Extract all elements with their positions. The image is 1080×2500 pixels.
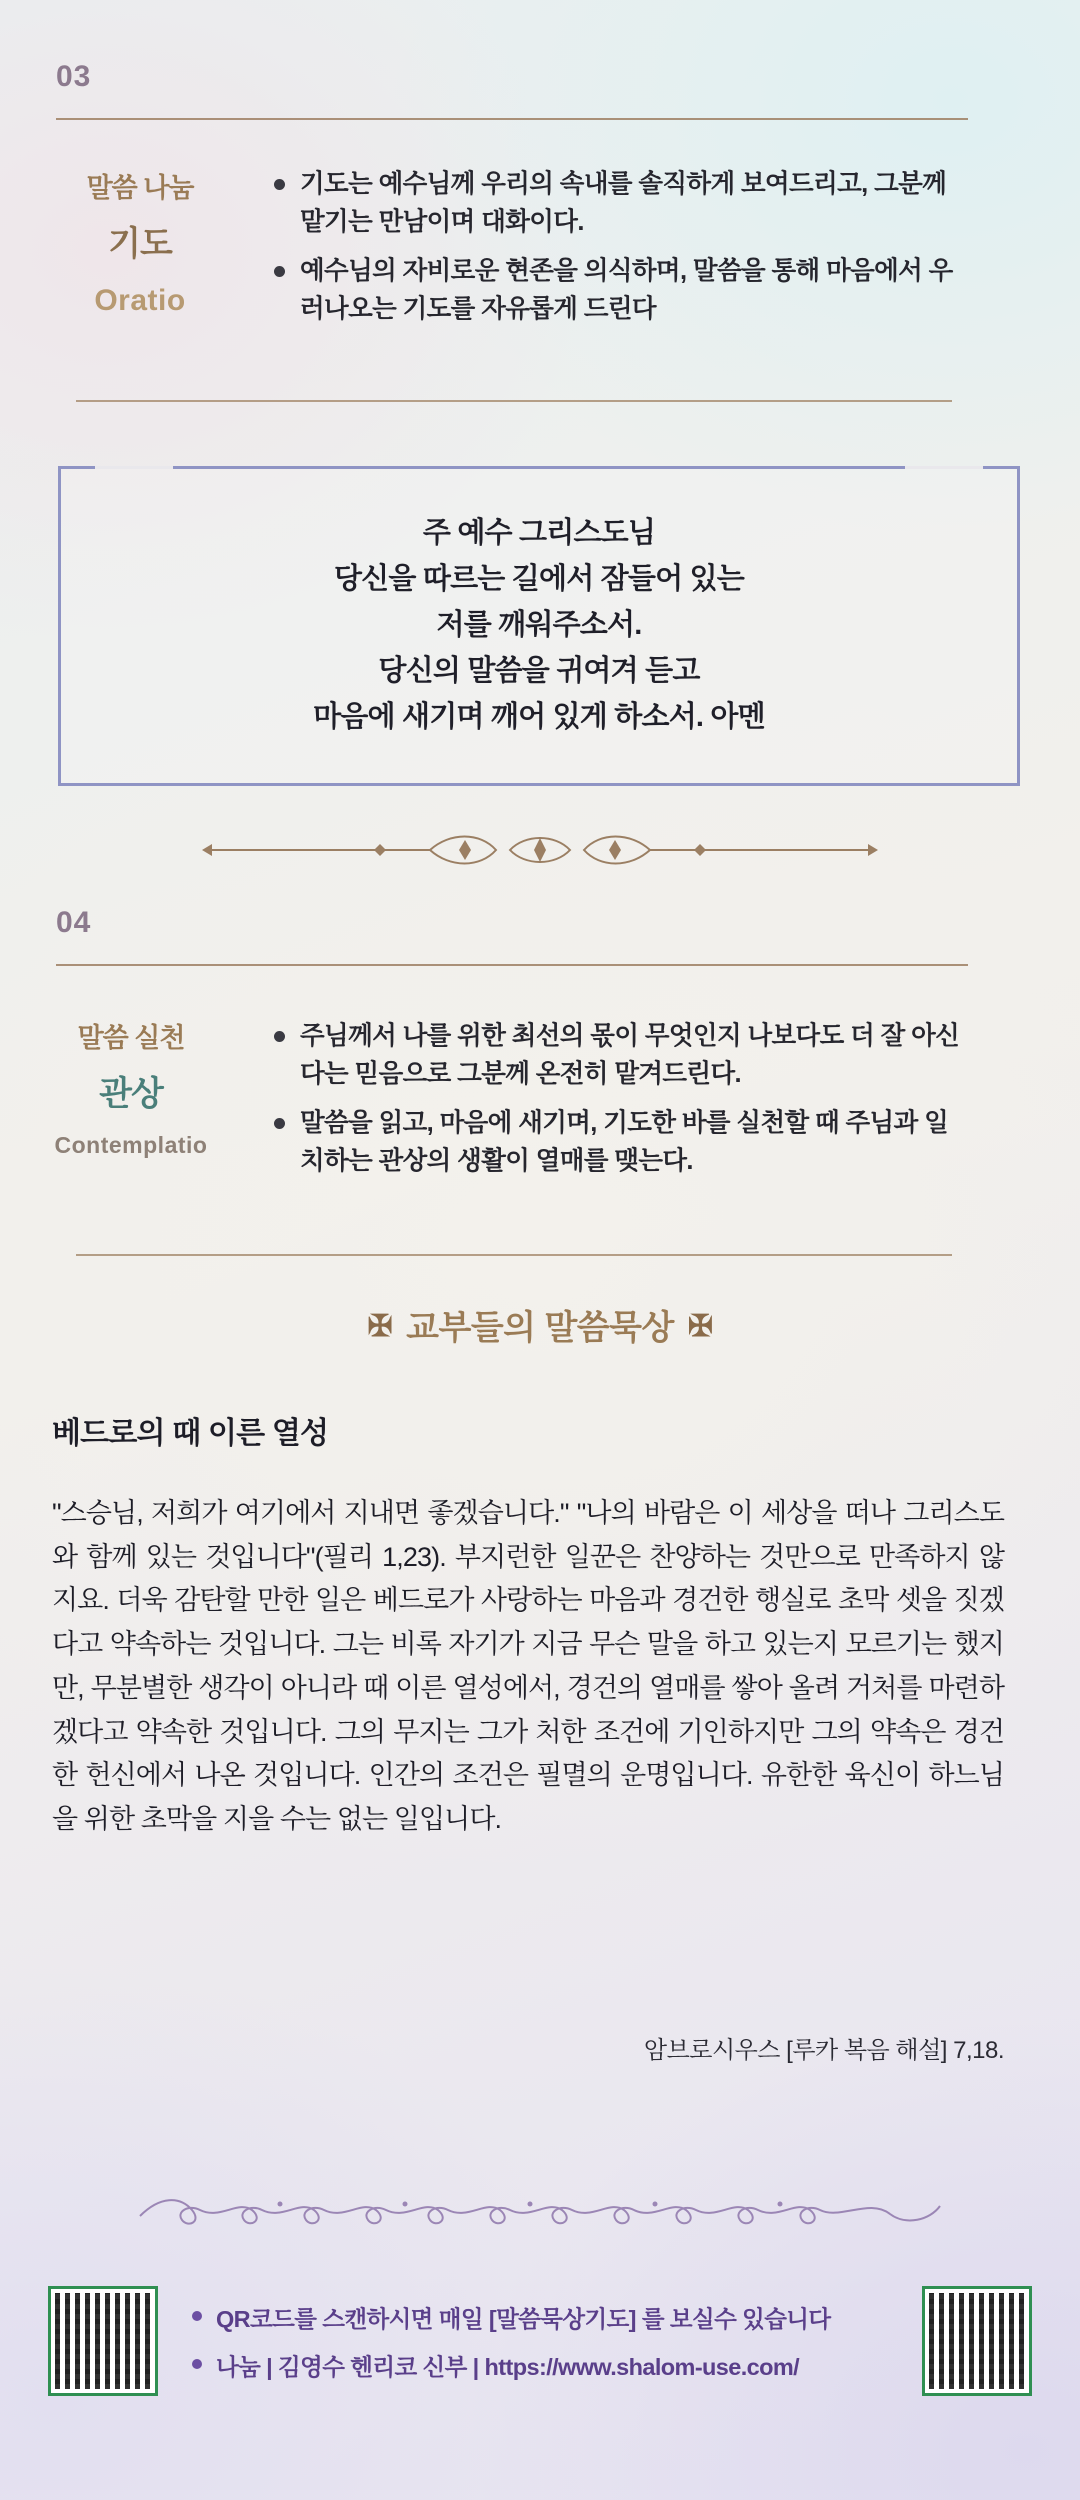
stage-label-contemplatio	[26, 1018, 236, 1162]
list-item: 말씀을 읽고, 마음에 새기며, 기도한 바를 실천할 때 주님과 일치하는 관상의 생활이 열매를 맺는다.	[268, 1105, 968, 1180]
list-item: 기도는 예수님께 우리의 속내를 솔직하게 보여드리고, 그분께 맡기는 만남이며 대화이다.	[268, 166, 968, 241]
prayer-text	[293, 511, 785, 740]
qr-code-right[interactable]	[922, 2286, 1032, 2396]
section-03-divider	[56, 118, 968, 120]
footer-line-credit[interactable]: 나눔 | 김영수 헨리코 신부 | https://www.shalom-use.com/	[186, 2348, 886, 2382]
ornament-flourish-icon	[180, 828, 900, 872]
fathers-title-text: 교부들의 말씀묵상	[406, 1309, 674, 1347]
ornament-divider	[0, 828, 1080, 877]
cross-icon-left: ✠	[367, 1310, 393, 1343]
stage-label-latin-04: Contemplatio	[54, 1131, 208, 1158]
prayer-line-4: 당신의 말씀을 귀여겨 듣고	[378, 654, 700, 687]
stage-label-oratio	[40, 168, 240, 323]
floral-divider	[0, 2190, 1080, 2237]
stage-label-small-04: 말씀 실천	[77, 1023, 185, 1053]
qr-code-pattern	[929, 2293, 1025, 2389]
section-number-04: 04	[56, 906, 92, 939]
section-03-bottom-divider	[76, 400, 952, 402]
prayer-line-5: 마음에 새기며 깨어 있게 하소서. 아멘	[313, 700, 765, 733]
section-04-bullet-list	[268, 1018, 968, 1193]
section-number-03: 03	[56, 60, 92, 93]
fathers-body-text: "스승님, 저희가 여기에서 지내면 좋겠습니다." "나의 바람은 이 세상을 떠나 그리스도와 함께 있는 것입니다"(필리 1,23). 부지런한 일꾼은 찬양하는 것만으로 만족하지 않지요. 더욱 감탄할 만한 일은 베드로가 사랑하는 마음과 경건한 행실로 초막 셋을 짓겠다고 약속하는 것입니다. 그는 비록 자기가 지금 무슨 말을 하고 있는지 모르기는 했지만, 무분별한 생각이 아니라 때 이른 열성에서, 경건의 열매를 쌓아 올려 거처를 마련하겠다고 약속한 것입니다. 그의 무지는 그가 처한 조건에 기인하지만 그의 약속은 경건한 헌신에서 나온 것입니다. 인간의 조건은 필멸의 운명입니다. 유한한 육신이 하느님을 위한 초막을 지을 수는 없는 일입니다.	[52, 1498, 1004, 1835]
cross-icon-right: ✠	[687, 1310, 713, 1343]
qr-code-pattern	[55, 2293, 151, 2389]
prayer-line-1: 주 예수 그리스도님	[422, 517, 656, 550]
stage-label-small-03: 말씀 나눔	[86, 173, 194, 203]
stage-label-big-03: 기도	[108, 224, 172, 263]
list-item: 예수님의 자비로운 현존을 의식하며, 말씀을 통해 마음에서 우러나오는 기도를 자유롭게 드린다	[268, 253, 968, 328]
section-04-bottom-divider	[76, 1254, 952, 1256]
floral-vine-icon	[130, 2190, 950, 2230]
stage-label-latin-03: Oratio	[94, 283, 186, 317]
footer-info-list	[186, 2300, 886, 2396]
prayer-box	[58, 466, 1020, 786]
fathers-subtitle: 베드로의 때 이른 열성	[52, 1417, 329, 1450]
stage-label-big-04: 관상	[99, 1074, 163, 1113]
section-04-divider	[56, 964, 968, 966]
qr-code-left[interactable]	[48, 2286, 158, 2396]
prayer-line-2: 당신을 따르는 길에서 잠들어 있는	[333, 563, 744, 596]
section-03-bullet-list	[268, 166, 968, 341]
prayer-line-3: 저를 깨워주소서.	[436, 609, 642, 642]
fathers-source-citation: 암브로시우스 [루카 복음 해설] 7,18.	[643, 2037, 1004, 2064]
footer-line-qr-info: QR코드를 스캔하시면 매일 [말씀묵상기도] 를 보실수 있습니다	[186, 2300, 886, 2334]
fathers-section-title	[0, 1300, 1080, 1349]
list-item: 주님께서 나를 위한 최선의 몫이 무엇인지 나보다도 더 잘 아신다는 믿음으로 그분께 온전히 맡겨드린다.	[268, 1018, 968, 1093]
